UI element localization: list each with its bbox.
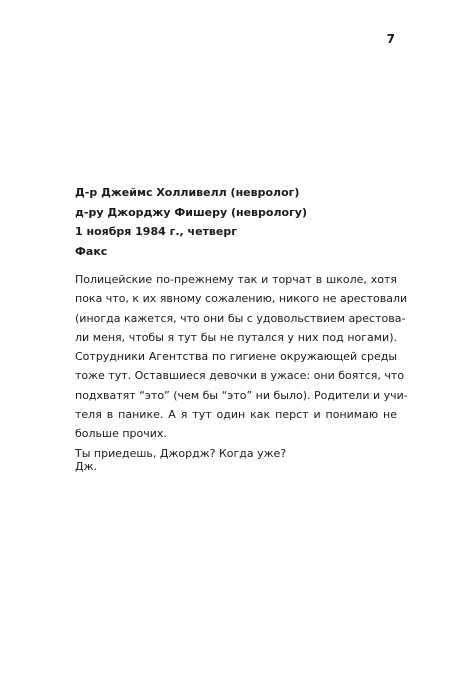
body-line: больше прочих.: [75, 427, 167, 441]
body-line: Ты приедешь, Джордж? Когда уже?: [75, 446, 287, 460]
letter-header: [75, 183, 395, 261]
body-line: Полицейские по-прежнему так и торчат в школе, хотя: [75, 273, 397, 286]
page-number: 7: [386, 32, 395, 46]
letter-body: [75, 270, 408, 463]
medium-line: Факс: [75, 244, 108, 258]
body-line: ли меня, чтобы я тут бы не путался у них под ногами).: [75, 330, 397, 344]
signature: Дж.: [75, 460, 97, 473]
date-line: 1 ноября 1984 г., четверг: [75, 225, 237, 238]
sender-line: Д-р Джеймс Холливелл (невролог): [75, 186, 300, 199]
body-line: (иногда кажется, что они бы с удовольствием арестова-: [75, 311, 406, 325]
body-line: теля в панике. А я тут один как перст и понимаю не: [75, 408, 397, 422]
recipient-line: д-ру Джорджу Фишеру (неврологу): [75, 205, 307, 219]
body-line: Сотрудники Агентства по гигиене окружающей среды: [75, 350, 397, 364]
body-line: подхватят “это” (чем бы “это” ни было). Родители и учи-: [75, 388, 408, 402]
body-line: тоже тут. Оставшиеся девочки в ужасе: они боятся, что: [75, 369, 405, 383]
body-line: пока что, к их явному сожалению, никого не арестовали: [75, 292, 408, 306]
